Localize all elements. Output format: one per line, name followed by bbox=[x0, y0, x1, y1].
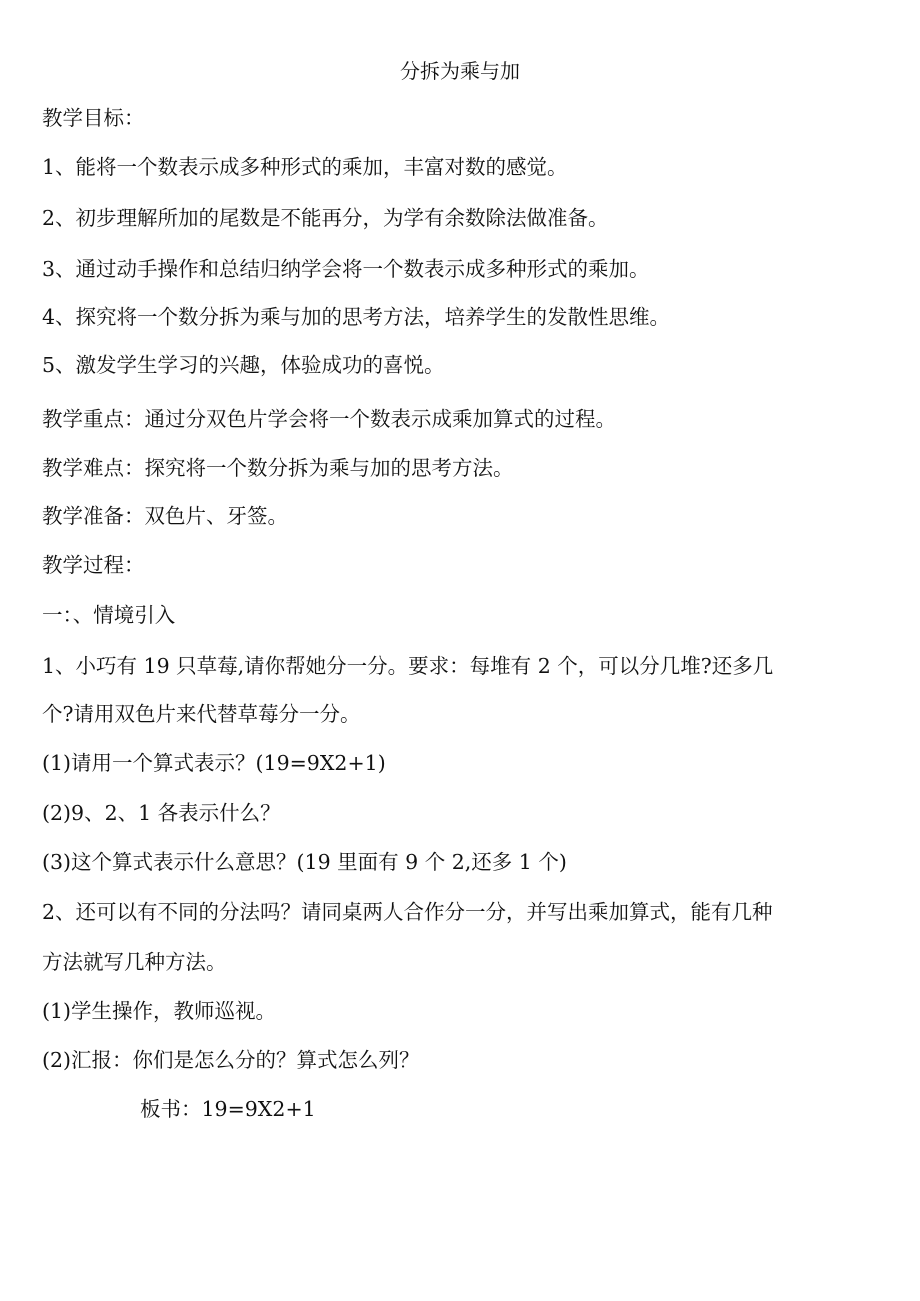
step-2: (2)汇报：你们是怎么分的？算式怎么列？ bbox=[42, 1048, 420, 1072]
question-2: (2)9、2、1 各表示什么？ bbox=[42, 801, 281, 825]
board-writing: 板书：19=9X2+1 bbox=[140, 1097, 316, 1121]
preparation: 教学准备：双色片、牙签。 bbox=[42, 504, 288, 528]
item-2-line-2: 方法就写几种方法。 bbox=[42, 950, 227, 974]
difficulty: 教学难点：探究将一个数分拆为乘与加的思考方法。 bbox=[42, 456, 514, 480]
step-1: (1)学生操作，教师巡视。 bbox=[42, 999, 277, 1023]
document-title: 分拆为乘与加 bbox=[400, 59, 520, 83]
objective-item-4: 4、探究将一个数分拆为乘与加的思考方法，培养学生的发散性思维。 bbox=[42, 305, 671, 329]
section-1-title: 一：、情境引入 bbox=[42, 603, 176, 627]
item-1-line-2: 个?请用双色片来代替草莓分一分。 bbox=[42, 702, 361, 726]
objective-item-2: 2、初步理解所加的尾数是不能再分，为学有余数除法做准备。 bbox=[42, 206, 609, 230]
objective-item-1: 1、能将一个数表示成多种形式的乘加，丰富对数的感觉。 bbox=[42, 155, 568, 179]
item-2-line-1: 2、还可以有不同的分法吗？请同桌两人合作分一分，并写出乘加算式，能有几种 bbox=[42, 900, 773, 924]
question-1: (1)请用一个算式表示？(19=9X2+1) bbox=[42, 751, 386, 775]
question-3: (3)这个算式表示什么意思？(19 里面有 9 个 2,还多 1 个) bbox=[42, 850, 567, 874]
objective-item-3: 3、通过动手操作和总结归纳学会将一个数表示成多种形式的乘加。 bbox=[42, 257, 650, 281]
key-point: 教学重点：通过分双色片学会将一个数表示成乘加算式的过程。 bbox=[42, 407, 616, 431]
process-heading: 教学过程： bbox=[42, 553, 145, 577]
objectives-heading: 教学目标： bbox=[42, 106, 145, 130]
item-1-line-1: 1、小巧有 19 只草莓,请你帮她分一分。要求：每堆有 2 个，可以分几堆?还多几 bbox=[42, 654, 774, 678]
objective-item-5: 5、激发学生学习的兴趣，体验成功的喜悦。 bbox=[42, 353, 445, 377]
